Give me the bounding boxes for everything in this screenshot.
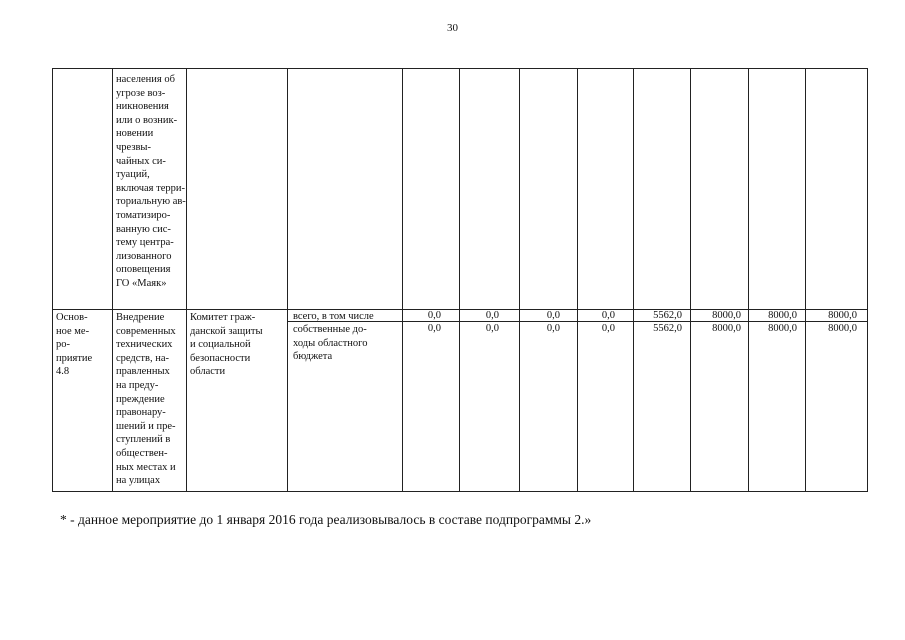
column-divider <box>748 69 749 491</box>
column-divider <box>805 69 806 491</box>
value-cell: 0,0 <box>427 323 441 334</box>
value-cell: 0,0 <box>601 323 615 334</box>
column-divider <box>287 69 288 491</box>
column-divider <box>633 69 634 491</box>
value-cell: 0,0 <box>546 310 560 321</box>
continuation-event-text: населения об угрозе воз- никновения или о возник- новении чрезвы- чайных си- туаций, включая терри- ториальную ав- томатизиро- ванную сис- тему центра- лизованного оповещения ГО «Маяк» <box>116 74 186 289</box>
funding-source-regional-budget: собственные до- ходы областного бюджета <box>293 324 368 363</box>
value-cell: 0,0 <box>601 310 615 321</box>
value-cell: 0,0 <box>485 310 499 321</box>
value-cell: 5562,0 <box>653 310 682 321</box>
funding-source-total: всего, в том числе <box>293 311 374 322</box>
page-number: 30 <box>447 22 458 34</box>
event-description: Внедрение современных технических средств, на- правленных на преду- преждение правонару- шений и пре- ступлений в обществен- ных местах и на улицах <box>116 312 176 487</box>
event-label: Основ- ное ме- ро- приятие 4.8 <box>56 312 93 378</box>
column-divider <box>519 69 520 491</box>
executor: Комитет граж- данской защиты и социальной безопасности области <box>190 312 263 378</box>
value-cell: 0,0 <box>485 323 499 334</box>
column-divider <box>402 69 403 491</box>
value-cell: 0,0 <box>546 323 560 334</box>
value-cell: 8000,0 <box>712 323 741 334</box>
column-divider <box>577 69 578 491</box>
row-divider <box>53 309 867 310</box>
column-divider <box>690 69 691 491</box>
footnote: * - данное мероприятие до 1 января 2016 года реализовывалось в составе подпрограммы 2.» <box>60 512 592 527</box>
value-cell: 0,0 <box>427 310 441 321</box>
value-cell: 8000,0 <box>768 323 797 334</box>
value-cell: 8000,0 <box>828 310 857 321</box>
value-cell: 8000,0 <box>712 310 741 321</box>
value-cell: 5562,0 <box>653 323 682 334</box>
column-divider <box>112 69 113 491</box>
value-cell: 8000,0 <box>828 323 857 334</box>
value-cell: 8000,0 <box>768 310 797 321</box>
column-divider <box>459 69 460 491</box>
column-divider <box>186 69 187 491</box>
budget-table <box>52 68 868 492</box>
